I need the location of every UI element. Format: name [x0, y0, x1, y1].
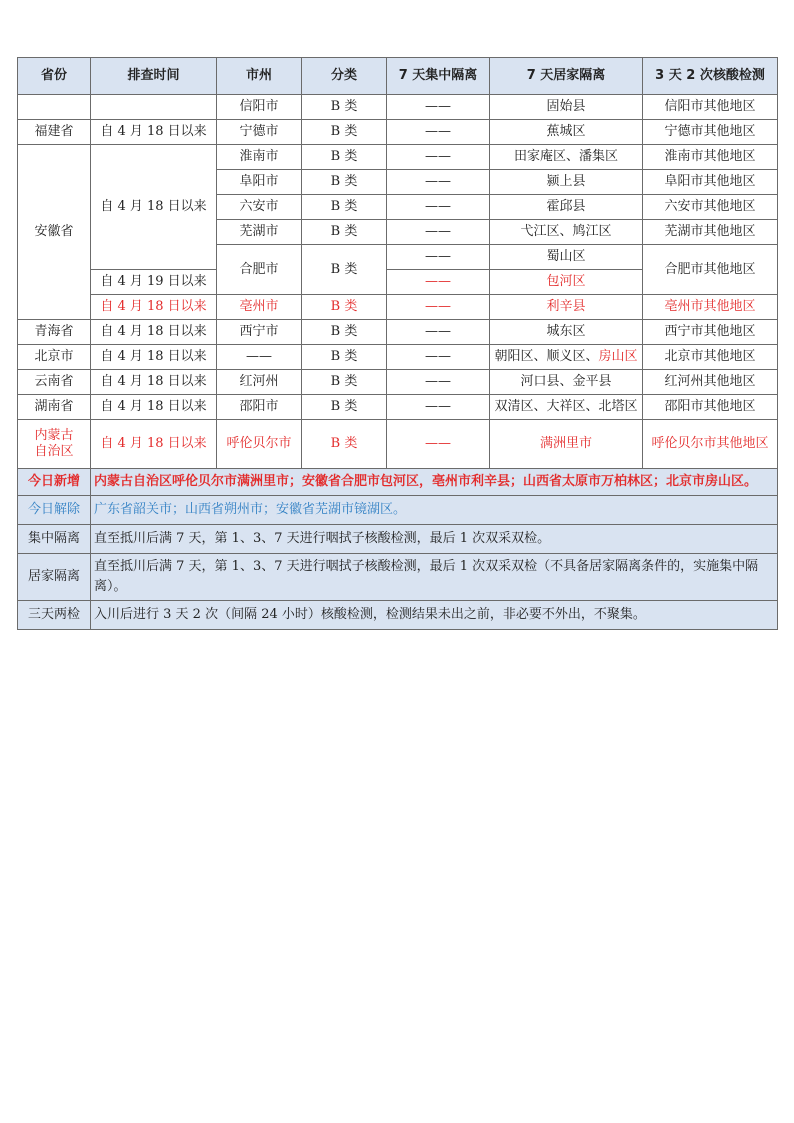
cell-home: 田家庵区、潘集区 [490, 145, 643, 170]
cell-home [490, 345, 643, 370]
summary-row-lifted [18, 496, 778, 525]
cell-time: 自 4 月 18 日以来 [91, 295, 217, 320]
summary-text-lifted: 广东省韶关市；山西省朔州市；安徽省芜湖市镜湖区。 [91, 496, 778, 525]
cell-test: 阜阳市其他地区 [643, 170, 778, 195]
cell-test: 北京市其他地区 [643, 345, 778, 370]
control-measures-table [17, 57, 778, 630]
cell-quarantine: —— [387, 120, 490, 145]
summary-label-central: 集中隔离 [18, 525, 91, 554]
cell-test: 西宁市其他地区 [643, 320, 778, 345]
header-home-quarantine: 7 天居家隔离 [490, 58, 643, 95]
cell-home: 弋江区、鸠江区 [490, 220, 643, 245]
summary-text-home: 直至抵川后满 7 天，第 1、3、7 天进行咽拭子核酸检测，最后 1 次双采双检（不具备居家隔离条件的，实施集中隔离）。 [91, 554, 778, 601]
cell-home: 颍上县 [490, 170, 643, 195]
cell-time [91, 95, 217, 120]
cell-province: 北京市 [18, 345, 91, 370]
cell-city: 西宁市 [217, 320, 302, 345]
summary-label-new: 今日新增 [18, 469, 91, 496]
cell-test: 淮南市其他地区 [643, 145, 778, 170]
cell-city: 亳州市 [217, 295, 302, 320]
cell-class: B 类 [302, 320, 387, 345]
header-central-quarantine: 7 天集中隔离 [387, 58, 490, 95]
cell-test: 红河州其他地区 [643, 370, 778, 395]
cell-test: 六安市其他地区 [643, 195, 778, 220]
cell-test: 亳州市其他地区 [643, 295, 778, 320]
cell-quarantine: —— [387, 270, 490, 295]
summary-label-home: 居家隔离 [18, 554, 91, 601]
cell-quarantine: —— [387, 420, 490, 469]
cell-test: 信阳市其他地区 [643, 95, 778, 120]
cell-time: 自 4 月 18 日以来 [91, 395, 217, 420]
cell-class: B 类 [302, 120, 387, 145]
cell-quarantine: —— [387, 220, 490, 245]
cell-home: 蜀山区 [490, 245, 643, 270]
cell-time: 自 4 月 19 日以来 [91, 270, 217, 295]
cell-quarantine: —— [387, 370, 490, 395]
cell-quarantine: —— [387, 95, 490, 120]
cell-city: 芜湖市 [217, 220, 302, 245]
header-row [18, 58, 778, 95]
header-city: 市州 [217, 58, 302, 95]
table-row [18, 395, 778, 420]
cell-city: 信阳市 [217, 95, 302, 120]
cell-province [18, 420, 91, 469]
cell-class: B 类 [302, 245, 387, 295]
cell-province: 青海省 [18, 320, 91, 345]
cell-home: 包河区 [490, 270, 643, 295]
cell-quarantine: —— [387, 195, 490, 220]
header-time: 排查时间 [91, 58, 217, 95]
cell-quarantine: —— [387, 395, 490, 420]
cell-quarantine: —— [387, 170, 490, 195]
cell-quarantine: —— [387, 245, 490, 270]
cell-time: 自 4 月 18 日以来 [91, 120, 217, 145]
cell-city: 呼伦贝尔市 [217, 420, 302, 469]
cell-class: B 类 [302, 370, 387, 395]
cell-quarantine: —— [387, 345, 490, 370]
summary-label-test: 三天两检 [18, 601, 91, 630]
cell-city: 宁德市 [217, 120, 302, 145]
cell-test: 宁德市其他地区 [643, 120, 778, 145]
summary-text-test: 入川后进行 3 天 2 次（间隔 24 小时）核酸检测，检测结果未出之前，非必要不外出，不聚集。 [91, 601, 778, 630]
cell-home: 满洲里市 [490, 420, 643, 469]
cell-city: 合肥市 [217, 245, 302, 295]
cell-province: 云南省 [18, 370, 91, 395]
cell-test: 合肥市其他地区 [643, 245, 778, 295]
cell-home: 蕉城区 [490, 120, 643, 145]
cell-class: B 类 [302, 345, 387, 370]
home-district-new: 房山区 [598, 349, 638, 364]
cell-test: 芜湖市其他地区 [643, 220, 778, 245]
summary-label-lifted: 今日解除 [18, 496, 91, 525]
cell-time: 自 4 月 18 日以来 [91, 145, 217, 270]
table-row [18, 120, 778, 145]
cell-province: 湖南省 [18, 395, 91, 420]
cell-province [18, 95, 91, 120]
cell-class: B 类 [302, 145, 387, 170]
cell-home: 河口县、金平县 [490, 370, 643, 395]
cell-class: B 类 [302, 220, 387, 245]
cell-quarantine: —— [387, 320, 490, 345]
cell-time: 自 4 月 18 日以来 [91, 370, 217, 395]
table-row [18, 320, 778, 345]
cell-city: 红河州 [217, 370, 302, 395]
table-row [18, 370, 778, 395]
cell-home: 城东区 [490, 320, 643, 345]
table-row [18, 420, 778, 469]
cell-class: B 类 [302, 395, 387, 420]
cell-province: 福建省 [18, 120, 91, 145]
cell-class: B 类 [302, 170, 387, 195]
cell-home: 利辛县 [490, 295, 643, 320]
header-nucleic-test: 3 天 2 次核酸检测 [643, 58, 778, 95]
cell-city: 六安市 [217, 195, 302, 220]
header-class: 分类 [302, 58, 387, 95]
province-line-2: 自治区 [34, 444, 74, 459]
cell-home: 双清区、大祥区、北塔区 [490, 395, 643, 420]
cell-class: B 类 [302, 95, 387, 120]
summary-text-central: 直至抵川后满 7 天，第 1、3、7 天进行咽拭子核酸检测，最后 1 次双采双检。 [91, 525, 778, 554]
cell-city: —— [217, 345, 302, 370]
cell-province: 安徽省 [18, 145, 91, 320]
province-line-1: 内蒙古 [34, 428, 74, 443]
cell-test: 呼伦贝尔市其他地区 [643, 420, 778, 469]
cell-class: B 类 [302, 420, 387, 469]
table-row [18, 145, 778, 170]
cell-quarantine: —— [387, 295, 490, 320]
summary-row-test [18, 601, 778, 630]
cell-time: 自 4 月 18 日以来 [91, 320, 217, 345]
cell-quarantine: —— [387, 145, 490, 170]
cell-class: B 类 [302, 295, 387, 320]
table-row [18, 95, 778, 120]
cell-city: 阜阳市 [217, 170, 302, 195]
table-row [18, 345, 778, 370]
summary-row-home [18, 554, 778, 601]
header-province: 省份 [18, 58, 91, 95]
cell-home: 霍邱县 [490, 195, 643, 220]
cell-test: 邵阳市其他地区 [643, 395, 778, 420]
cell-city: 淮南市 [217, 145, 302, 170]
cell-class: B 类 [302, 195, 387, 220]
home-district-text: 朝阳区、顺义区、 [494, 349, 599, 364]
table-row [18, 295, 778, 320]
summary-row-central [18, 525, 778, 554]
summary-row-new [18, 469, 778, 496]
cell-time: 自 4 月 18 日以来 [91, 345, 217, 370]
cell-home: 固始县 [490, 95, 643, 120]
cell-city: 邵阳市 [217, 395, 302, 420]
cell-time: 自 4 月 18 日以来 [91, 420, 217, 469]
summary-text-new: 内蒙古自治区呼伦贝尔市满洲里市；安徽省合肥市包河区，亳州市利辛县；山西省太原市万柏林区；北京市房山区。 [91, 469, 778, 496]
